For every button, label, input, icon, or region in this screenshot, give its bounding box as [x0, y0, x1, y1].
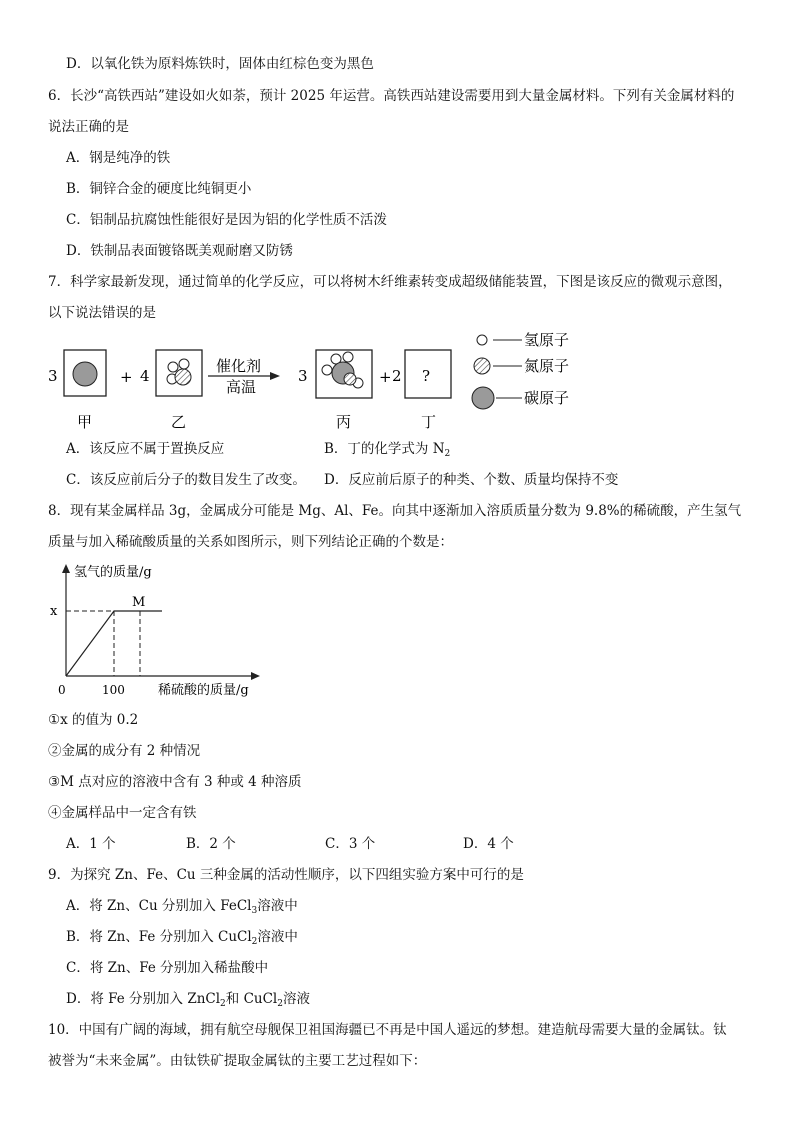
hydrogen-atom-icon	[168, 362, 178, 372]
hydrogen-atom-icon	[343, 352, 353, 362]
q9-b-text: B．将 Zn、Fe 分别加入 CuCl	[66, 929, 252, 945]
q8-statement-2: ②金属的成分有 2 种情况	[48, 743, 201, 759]
q9-option-b	[66, 928, 298, 946]
x-tick-label-100: 100	[102, 683, 125, 697]
q9-d-sub1: 2	[220, 999, 226, 1009]
q9-d-text: D．将 Fe 分别加入 ZnCl	[66, 991, 221, 1007]
q8-stem-line2: 质量与加入稀硫酸质量的关系如图所示，则下列结论正确的个数是：	[48, 534, 453, 550]
q7-option-b-text: B．丁的化学式为 N	[324, 441, 445, 457]
q8-option-b: B．2 个	[186, 836, 236, 852]
q6-option-c: C．铝制品抗腐蚀性能很好是因为铝的化学性质不活泼	[66, 212, 387, 228]
q8-statement-3: ③M 点对应的溶液中含有 3 种或 4 种溶质	[48, 774, 302, 790]
legend-hydrogen-label: 氢原子	[524, 331, 570, 349]
point-m-label: M	[132, 595, 146, 610]
nitrogen-atom-icon	[175, 369, 191, 385]
nitrogen-atom-icon	[344, 373, 356, 385]
q9-d-post: 溶液	[282, 991, 310, 1007]
q9-b-sub: 2	[251, 937, 258, 947]
legend-carbon-icon	[472, 387, 494, 409]
q6-stem-line2: 说法正确的是	[48, 119, 129, 135]
q9-option-d	[66, 990, 310, 1008]
y-axis-label: 氢气的质量/g	[74, 565, 152, 580]
x-axis-label: 稀硫酸的质量/g	[158, 683, 249, 698]
coef-jia: 3	[48, 367, 58, 385]
q9-a-post: 溶液中	[257, 898, 298, 914]
hydrogen-atom-icon	[322, 365, 332, 375]
legend-nitrogen-icon	[474, 358, 490, 374]
label-yi: 乙	[171, 413, 187, 431]
unknown-molecule: ?	[422, 367, 431, 385]
q9-b-post: 溶液中	[257, 929, 298, 945]
hydrogen-atom-icon	[179, 359, 189, 369]
coef-yi: 4	[140, 367, 150, 385]
legend-nitrogen-label: 氮原子	[524, 357, 570, 375]
label-bing: 丙	[336, 413, 352, 431]
coef-ding: 2	[392, 367, 402, 385]
q7-option-d: D．反应前后原子的种类、个数、质量均保持不变	[324, 472, 619, 488]
origin-tick-label: 0	[58, 683, 66, 697]
reaction-diagram	[40, 326, 600, 438]
legend-hydrogen-icon	[477, 335, 487, 345]
arrow-head-icon	[270, 372, 280, 380]
y-axis-arrow-icon	[62, 564, 70, 573]
q9-d-sub2: 2	[277, 999, 283, 1009]
q7-option-b	[324, 440, 450, 458]
q6-option-a: A．钢是纯净的铁	[66, 150, 171, 166]
hydrogen-mass-chart	[40, 558, 280, 700]
q6-stem-line1: 6．长沙“高铁西站”建设如火如荼，预计 2025 年运营。高铁西站建设需要用到大量金属材料。下列有关金属材料的	[48, 88, 735, 104]
label-ding: 丁	[421, 413, 437, 431]
q7-option-a: A．该反应不属于置换反应	[66, 441, 225, 457]
q8-option-d: D．4 个	[463, 836, 514, 852]
plus-sign: +	[120, 368, 133, 386]
q9-stem: 9．为探究 Zn、Fe、Cu 三种金属的活动性顺序，以下四组实验方案中可行的是	[48, 867, 524, 883]
q10-stem-line1: 10．中国有广阔的海域，拥有航空母舰保卫祖国海疆已不再是中国人遥远的梦想。建造航母需要大量的金属钛。钛	[48, 1022, 727, 1038]
q9-a-sub: 3	[251, 906, 258, 916]
q8-stem-line1: 8．现有某金属样品 3g，金属成分可能是 Mg、Al、Fe。向其中逐渐加入溶质质量分数为 9.8%的稀硫酸，产生氢气	[48, 503, 742, 519]
q5-option-d: D．以氧化铁为原料炼铁时，固体由红棕色变为黑色	[66, 56, 374, 72]
q6-option-b: B．铜锌合金的硬度比纯铜更小	[66, 181, 252, 197]
q6-option-d: D．铁制品表面镀铬既美观耐磨又防锈	[66, 243, 293, 259]
q9-option-a	[66, 897, 298, 915]
x-axis-arrow-icon	[251, 672, 260, 680]
plus-sign: +	[379, 368, 392, 386]
q7-stem-line2: 以下说法错误的是	[48, 305, 156, 321]
q7-option-c: C．该反应前后分子的数目发生了改变。	[66, 472, 306, 488]
label-jia: 甲	[77, 413, 93, 431]
y-tick-label-x: x	[50, 604, 58, 619]
carbon-atom-icon	[73, 362, 97, 386]
q9-a-text: A．将 Zn、Cu 分别加入 FeCl	[66, 898, 252, 914]
q8-option-c: C．3 个	[325, 836, 376, 852]
q8-option-a: A．1 个	[66, 836, 116, 852]
q9-d-mid: 和 CuCl	[225, 991, 278, 1007]
q7-option-b-sub: 2	[444, 449, 451, 459]
q8-statement-1: ①x 的值为 0.2	[48, 712, 139, 728]
coef-bing: 3	[298, 367, 308, 385]
q7-stem-line1: 7．科学家最新发现，通过简单的化学反应，可以将树木纤维素转变成超级储能装置，下图是该反应的微观示意图，	[48, 274, 732, 290]
q10-stem-line2: 被誉为“未来金属”。由钛铁矿提取金属钛的主要工艺过程如下：	[48, 1053, 427, 1069]
condition-heat: 高温	[226, 378, 257, 396]
legend-carbon-label: 碳原子	[524, 389, 570, 407]
condition-catalyst: 催化剂	[216, 357, 262, 375]
q8-statement-4: ④金属样品中一定含有铁	[48, 805, 197, 821]
q9-option-c: C．将 Zn、Fe 分别加入稀盐酸中	[66, 960, 269, 976]
